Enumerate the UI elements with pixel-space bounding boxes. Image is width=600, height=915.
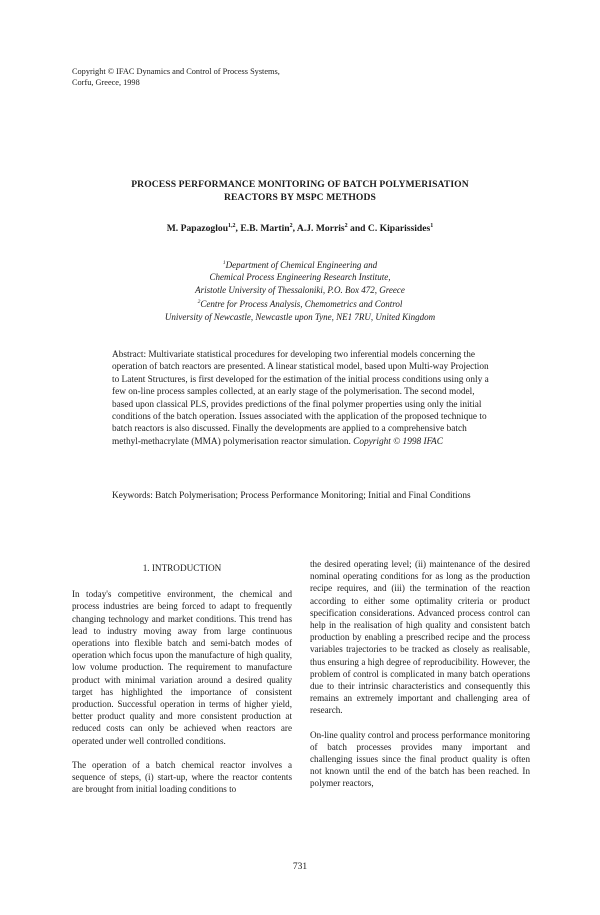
author-name: M. Papazoglou: [166, 223, 229, 235]
affiliations: [80, 257, 520, 323]
section-heading: 1. INTRODUCTION: [142, 563, 222, 573]
abstract: [112, 349, 492, 448]
body-paragraph: On-line quality control and process performance monitoring of batch processes provides many important and challenging issues since the final product quality is often not known until the end of the batch has been reached. In polymer reactors,: [310, 729, 530, 789]
left-column: [72, 562, 292, 807]
copyright-notice: [72, 66, 332, 88]
keywords: Keywords: Batch Polymerisation; Process Performance Monitoring; Initial and Final Conditions: [112, 491, 471, 501]
affiliation-line: Chemical Process Engineering Research Institute,: [209, 272, 391, 283]
body-paragraph: The operation of a batch chemical reactor involves a sequence of steps, (i) start-up, where the reactor contents are brought from initial loading conditions to: [72, 759, 292, 795]
affiliation-text: Department of Chemical Engineering and: [225, 260, 378, 270]
author-name: E.B. Martin: [240, 223, 290, 235]
abstract-text: Abstract: Multivariate statistical procedures for developing two inferential models concerning the operation of batch reactors are presented. A linear statistical model, based upon Multi-way Projection to Latent Structures, is first developed for the estimation of the initial process conditions using only a few on-line process samples collected, at an early stage of the polymerisation. The second model, based upon classical PLS, provides predictions of the final polymer properties using only the initial conditions of the batch operation. Issues associated with the application of the proposed technique to batch reactors is also discussed. Finally the developments are applied to a comprehensive batch methyl-methacrylate (MMA) polymerisation reactor simulation.: [112, 350, 489, 447]
abstract-copyright: Copyright © 1998 IFAC: [353, 436, 443, 447]
body-paragraph: In today's competitive environment, the chemical and process industries are being forced to adapt to frequently changing technology and market conditions. This trend has lead to industry moving away from large continuous operations into flexible batch and semi-batch modes of operation which focus upon the manufacture of high quality, low volume production. The requirement to manufacture product with minimal variation around a desired quality target has highlighted the importance of consistent production. Successful operation in terms of higher yield, better product quality and more consistent production at reduced costs can only be achieved when reactors are operated under well controlled conditions.: [72, 589, 292, 746]
affiliation-line: Aristotle University of Thessaloniki, P.O. Box 472, Greece: [195, 284, 405, 295]
title-line-1: PROCESS PERFORMANCE MONITORING OF BATCH POLYMERISATION: [131, 179, 469, 190]
author-affiliation-mark: 2: [289, 223, 293, 229]
author-affiliation-mark: 1,2: [228, 223, 236, 229]
affiliation-line: University of Newcastle, Newcastle upon Tyne, NE1 7RU, United Kingdom: [164, 311, 436, 322]
affiliation-line: [80, 257, 520, 271]
copyright-line-1: Copyright © IFAC Dynamics and Control of Process Systems,: [72, 67, 280, 76]
page-number: 731: [292, 862, 308, 872]
affiliation-mark: 2: [197, 299, 201, 306]
affiliation-mark: 1: [222, 260, 226, 266]
author-affiliation-mark: 2: [344, 223, 348, 229]
title-line-2: REACTORS BY MSPC METHODS: [224, 192, 376, 203]
author-list: M. Papazoglou$^{1,2}$, E.B. Martin$^2$, A.J. Morris$^2$ and C. Kiparissides$^1$: [166, 223, 434, 235]
right-column: [310, 558, 530, 802]
affiliation-text: Centre for Process Analysis, Chemometrics and Control: [200, 299, 403, 310]
paper-title: [60, 178, 540, 204]
author-name: C. Kiparissides: [367, 223, 431, 235]
affiliation-line: [80, 296, 520, 310]
body-paragraph: the desired operating level; (ii) maintenance of the desired nominal operating conditions for as long as the production recipe requires, and (iii) the termination of the reaction according to either some optimality criteria or product specification considerations. Advanced process control can help in the realisation of high quality and consistent batch production by enabling a prescribed recipe and the process variables trajectories to be tracked as closely as realisable, thus ensuring a high degree of reproducibility. However, the problem of control is complicated in many batch operations due to their intrinsic characteristics and consequently this remains an extremely important and challenging area of research.: [310, 559, 530, 716]
author-affiliation-mark: 1: [430, 223, 434, 229]
author-name: A.J. Morris: [296, 223, 345, 235]
copyright-line-2: Corfu, Greece, 1998: [72, 78, 140, 87]
